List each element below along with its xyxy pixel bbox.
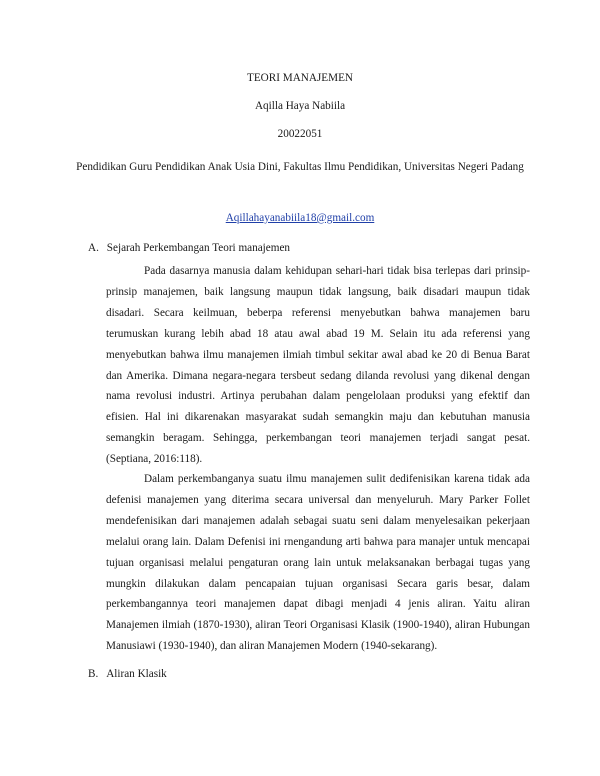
- affiliation: Pendidikan Guru Pendidikan Anak Usia Dini, Fakultas Ilmu Pendidikan, Universitas Negeri Padang: [76, 161, 524, 173]
- paragraph: Dalam perkembanganya suatu ilmu manajemen sulit dedifenisikan karena tidak ada defenisi manajemen yang diterima secara universal dan menyeluruh. Mary Parker Follet mendefenisikan dari manajemen adalah sebagai suatu seni dalam menyelesaikan pekerjaan melalui orang lain. Dalam Defenisi ini rnengandung arti bahwa para manajer untuk mencapai tujuan organisasi melalui pengaturan orang lain untuk melaksanakan berbagai tugas yang mungkin dilakukan dalam pencapaian tujuan organisasi Secara garis besar, dalam perkembangannya teori manajemen dapat dibagi menjadi 4 jenis aliran. Yaitu aliran Manajemen ilmiah (1870-1930), aliran Teori Organisasi Klasik (1900-1940), aliran Hubungan Manusiawi (1930-1940), dan aliran Manajemen Modern (1940-sekarang).: [106, 473, 530, 653]
- page-title: TEORI MANAJEMEN: [247, 72, 353, 84]
- author-name: Aqilla Haya Nabiila: [254, 100, 346, 112]
- section-letter: A.: [88, 242, 99, 254]
- paragraph: Pada dasarnya manusia dalam kehidupan sehari-hari tidak bisa terlepas dari prinsip-prinsip manajemen, baik langsung maupun tidak langsung, baik disadari maupun tidak disadari. Secara keilmuan, beberpa referensi menyebutkan bahwa manajemen baru terumuskan kurang lebih abad 18 atau awal abad 19 M. Selain itu ada referensi yang menyebutkan bahwa ilmu manajemen ilmiah timbul sekitar awal abad ke 20 di Benua Barat dan Amerika. Dimana negara-negara tersbeut sedang dilanda revolusi yang dikenal dengan nama revolusi industri. Artinya perubahan dalam pengelolaan produksi yang efektif dan efisien. Hal ini dikarenakan masyarakat sudah semangkin maju dan kebutuhan manusia semangkin beragam. Sehingga, perkembangan teori manajemen terjadi sangat pesat. (Septiana, 2016:118).: [106, 265, 530, 466]
- section-heading-a: [88, 241, 290, 256]
- section-letter: B.: [88, 668, 99, 680]
- section-heading-text: Aliran Klasik: [106, 668, 167, 680]
- student-id: 20022051: [277, 128, 323, 140]
- email-link[interactable]: Aqillahayanabiila18@gmail.com: [225, 212, 375, 224]
- section-heading-text: Sejarah Perkembangan Teori manajemen: [106, 242, 291, 254]
- section-heading-b: [88, 667, 167, 682]
